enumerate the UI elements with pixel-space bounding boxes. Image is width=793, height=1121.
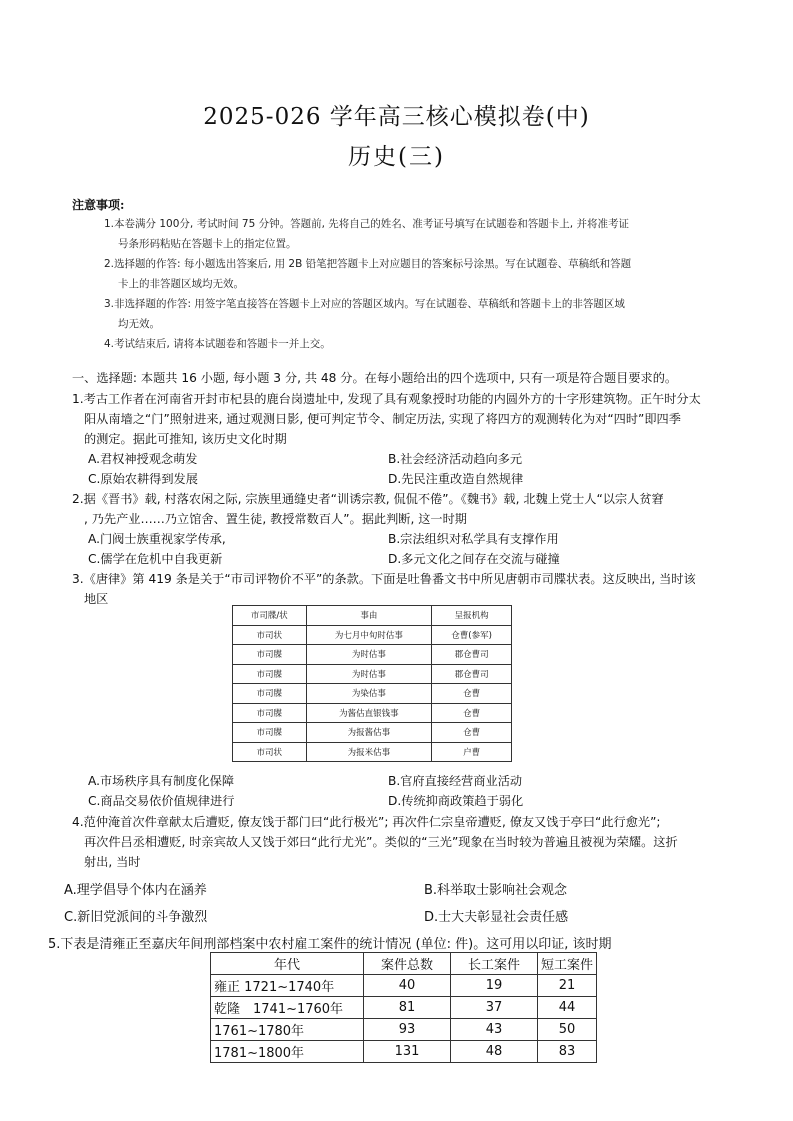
notice-item: 号条形码粘贴在答题卡上的指定位置。 xyxy=(118,238,297,250)
table-cell: 郡仓曹司 xyxy=(432,645,512,665)
table-cell: 为酱估直银钱事 xyxy=(306,703,432,723)
table-cell: 为染估事 xyxy=(306,684,432,704)
q3-option-c: C.商品交易依价值规律进行 xyxy=(88,794,235,808)
q4-text: 射出, 当时 xyxy=(84,855,141,869)
table-cell: 乾隆 1741~1760年 xyxy=(211,997,364,1019)
table-cell: 雍正 1721~1740年 xyxy=(211,975,364,997)
table-cell: 仓曹(参军) xyxy=(432,625,512,645)
table-row xyxy=(233,723,512,743)
exam-title: 2025-026 学年高三核心模拟卷(中) xyxy=(203,104,590,130)
q4-option-a: A.理学倡导个体内在涵养 xyxy=(64,883,207,898)
table-cell: 为报酱估事 xyxy=(306,723,432,743)
table-cell: 仓曹 xyxy=(432,723,512,743)
table-cell: 仓曹 xyxy=(432,703,512,723)
q4-option-b: B.科举取士影响社会观念 xyxy=(424,883,568,898)
table-row xyxy=(211,975,597,997)
notice-item: 4.考试结束后, 请将本试题卷和答题卡一并上交。 xyxy=(104,338,331,350)
table-cell: 市司牒 xyxy=(233,703,307,723)
table-cell: 仓曹 xyxy=(432,684,512,704)
table-cell: 市司状 xyxy=(233,625,307,645)
table-cell: 83 xyxy=(538,1041,597,1063)
table-cell: 1761~1780年 xyxy=(211,1019,364,1041)
table-header: 年代 xyxy=(211,953,364,975)
table-cell: 郡仓曹司 xyxy=(432,664,512,684)
notice-item: 3.非选择题的作答: 用签字笔直接答在答题卡上对应的答题区域内。写在试题卷、草稿纸和答题卡上的非答题区域 xyxy=(104,298,625,310)
notice-heading: 注意事项: xyxy=(72,198,125,212)
table-cell: 19 xyxy=(451,975,538,997)
table-cell: 为时估事 xyxy=(306,645,432,665)
table-cell: 131 xyxy=(364,1041,451,1063)
notice-item: 1.本卷满分 100分, 考试时间 75 分钟。答题前, 先将自己的姓名、准考证号填写在试题卷和答题卡上, 并将准考证 xyxy=(104,218,629,230)
q1-option-a: A.君权神授观念萌发 xyxy=(88,452,198,466)
q4-option-d: D.士大夫彰显社会责任感 xyxy=(424,910,569,925)
q1-option-d: D.先民注重改造自然规律 xyxy=(388,472,524,486)
q5-text: 5.下表是清雍正至嘉庆年间刑部档案中农村雇工案件的统计情况 (单位: 件)。这可用以印证, 该时期 xyxy=(48,937,612,952)
q4-text: 再次件吕丞相遭贬, 时亲宾故人又饯于郊曰“此行尤光”。类似的“三光”现象在当时较为普遍且被视为荣耀。这折 xyxy=(84,835,678,849)
q2-option-b: B.宗法组织对私学具有支撑作用 xyxy=(388,532,559,546)
table-cell: 44 xyxy=(538,997,597,1019)
q3-option-d: D.传统抑商政策趋于弱化 xyxy=(388,794,524,808)
q1-option-c: C.原始农耕得到发展 xyxy=(88,472,198,486)
q3-text: 地区 xyxy=(84,592,109,606)
table-row xyxy=(233,625,512,645)
table-row xyxy=(233,703,512,723)
table-cell: 48 xyxy=(451,1041,538,1063)
table-cell: 93 xyxy=(364,1019,451,1041)
q5-table xyxy=(210,952,597,1063)
table-row xyxy=(233,645,512,665)
table-header: 事由 xyxy=(306,606,432,626)
q2-text: 2.据《晋书》载, 村落农闲之际, 宗族里通缝史者“训诱宗教, 侃侃不倦”。《魏书》载, 北魏上党士人“以宗人贫窘 xyxy=(72,492,664,506)
table-header: 案件总数 xyxy=(364,953,451,975)
table-cell: 40 xyxy=(364,975,451,997)
q3-option-a: A.市场秩序具有制度化保障 xyxy=(88,774,235,788)
table-row xyxy=(211,1019,597,1041)
q3-text: 3.《唐律》第 419 条是关于“市司评物价不平”的条款。下面是吐鲁番文书中所见唐朝市司牒状表。这反映出, 当时该 xyxy=(72,572,696,586)
table-row xyxy=(233,664,512,684)
table-cell: 市司牒 xyxy=(233,684,307,704)
table-cell: 21 xyxy=(538,975,597,997)
table-header: 市司牒/状 xyxy=(233,606,307,626)
table-cell: 市司牒 xyxy=(233,664,307,684)
table-row xyxy=(211,1041,597,1063)
table-cell: 市司状 xyxy=(233,742,307,762)
table-header-row xyxy=(233,606,512,626)
table-cell: 为报米估事 xyxy=(306,742,432,762)
table-cell: 为时估事 xyxy=(306,664,432,684)
table-cell: 户曹 xyxy=(432,742,512,762)
q1-option-b: B.社会经济活动趋向多元 xyxy=(388,452,523,466)
notice-item: 卡上的非答题区域均无效。 xyxy=(118,278,244,290)
table-cell: 37 xyxy=(451,997,538,1019)
q1-text: 的测定。据此可推知, 该历史文化时期 xyxy=(84,432,287,446)
table-cell: 81 xyxy=(364,997,451,1019)
q1-text: 1.考古工作者在河南省开封市杞县的鹿台岗遗址中, 发现了具有观象授时功能的内圆外方的十字形建筑物。正午时分太 xyxy=(72,392,701,406)
q2-option-d: D.多元文化之间存在交流与碰撞 xyxy=(388,552,560,566)
table-row xyxy=(233,684,512,704)
table-header: 短工案件 xyxy=(538,953,597,975)
q1-text: 阳从南墙之“门”照射进来, 通过观测日影, 便可判定节令、制定历法, 实现了将四方的观测转化为对“四时”即四季 xyxy=(84,412,681,426)
table-header: 呈报机构 xyxy=(432,606,512,626)
table-cell: 市司牒 xyxy=(233,645,307,665)
table-cell: 50 xyxy=(538,1019,597,1041)
table-header: 长工案件 xyxy=(451,953,538,975)
notice-item: 2.选择题的作答: 每小题选出答案后, 用 2B 铅笔把答题卡上对应题目的答案标号涂黑。写在试题卷、草稿纸和答题 xyxy=(104,258,632,270)
exam-subtitle: 历史(三) xyxy=(348,144,445,170)
table-cell: 为七月中旬时估事 xyxy=(306,625,432,645)
section-heading: 一、选择题: 本题共 16 小题, 每小题 3 分, 共 48 分。在每小题给出的四个选项中, 只有一项是符合题目要求的。 xyxy=(72,371,678,385)
q2-option-a: A.门阀士族重视家学传承, xyxy=(88,532,226,546)
q3-option-b: B.官府直接经营商业活动 xyxy=(388,774,523,788)
table-cell: 市司牒 xyxy=(233,723,307,743)
q4-text: 4.范仲淹首次件章献太后遭贬, 僚友饯于都门曰“此行极光”; 再次件仁宗皇帝遭贬, 僚友又饯于亭曰“此行愈光”; xyxy=(72,815,661,829)
notice-item: 均无效。 xyxy=(118,318,160,330)
q4-option-c: C.新旧党派间的斗争激烈 xyxy=(64,910,208,925)
q3-table xyxy=(232,605,512,762)
table-row xyxy=(211,997,597,1019)
table-cell: 43 xyxy=(451,1019,538,1041)
table-header-row xyxy=(211,953,597,975)
table-cell: 1781~1800年 xyxy=(211,1041,364,1063)
q2-text: , 乃先产业……乃立馆舍、置生徒, 教授常数百人”。据此判断, 这一时期 xyxy=(84,512,467,526)
table-row xyxy=(233,742,512,762)
q2-option-c: C.儒学在危机中自我更新 xyxy=(88,552,223,566)
